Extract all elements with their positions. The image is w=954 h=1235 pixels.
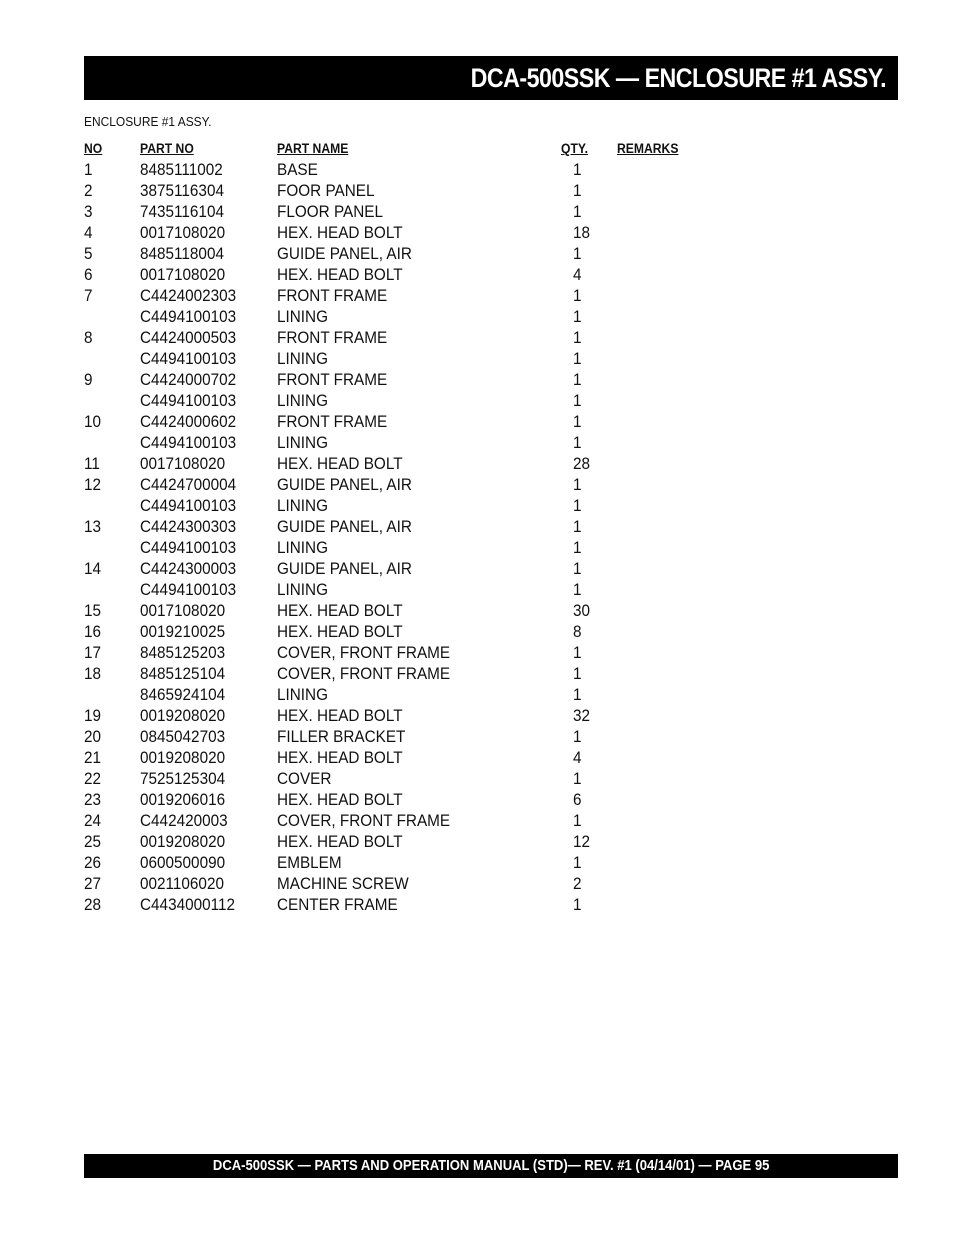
cell-no: 4 — [84, 223, 93, 242]
table-row — [84, 831, 724, 852]
table-body — [84, 159, 724, 915]
header-no: NO — [84, 141, 103, 156]
cell-qty: 1 — [573, 580, 582, 599]
table-row — [84, 537, 724, 558]
cell-part-no: C4494100103 — [140, 433, 237, 452]
cell-qty: 2 — [573, 874, 582, 893]
cell-part-name: GUIDE PANEL, AIR — [277, 517, 412, 536]
cell-part-name: COVER, FRONT FRAME — [277, 664, 451, 683]
cell-part-no: 8485125104 — [140, 664, 226, 683]
table-header-row — [84, 139, 724, 159]
cell-qty: 1 — [573, 433, 582, 452]
cell-part-name: HEX. HEAD BOLT — [277, 622, 403, 641]
cell-part-name: GUIDE PANEL, AIR — [277, 475, 412, 494]
cell-no: 21 — [84, 748, 102, 767]
cell-part-name: HEX. HEAD BOLT — [277, 265, 403, 284]
table-row — [84, 768, 724, 789]
cell-part-no: C4424000602 — [140, 412, 237, 431]
cell-part-name: HEX. HEAD BOLT — [277, 706, 403, 725]
cell-qty: 1 — [573, 895, 582, 914]
cell-part-no: 0017108020 — [140, 265, 226, 284]
cell-qty: 1 — [573, 853, 582, 872]
cell-qty: 12 — [573, 832, 591, 851]
cell-no: 25 — [84, 832, 102, 851]
table-row — [84, 180, 724, 201]
cell-part-no: 0019208020 — [140, 832, 226, 851]
table-row — [84, 432, 724, 453]
section-subtitle: ENCLOSURE #1 ASSY. — [84, 114, 212, 129]
cell-no: 6 — [84, 265, 93, 284]
header-qty: QTY. — [561, 141, 589, 156]
header-part-no: PART NO — [140, 141, 194, 156]
table-row — [84, 222, 724, 243]
cell-qty: 1 — [573, 727, 582, 746]
cell-part-name: FLOOR PANEL — [277, 202, 384, 221]
header-remarks: REMARKS — [617, 141, 679, 156]
cell-part-no: 0019208020 — [140, 748, 226, 767]
cell-part-no: 0019206016 — [140, 790, 226, 809]
cell-part-name: COVER, FRONT FRAME — [277, 811, 451, 830]
cell-part-name: FOOR PANEL — [277, 181, 375, 200]
cell-no: 11 — [84, 454, 100, 473]
cell-part-no: 0019210025 — [140, 622, 226, 641]
cell-no: 10 — [84, 412, 102, 431]
cell-qty: 4 — [573, 265, 582, 284]
cell-part-no: 0600500090 — [140, 853, 226, 872]
cell-part-name: FRONT FRAME — [277, 286, 388, 305]
cell-part-no: C4494100103 — [140, 349, 237, 368]
cell-no: 15 — [84, 601, 102, 620]
cell-qty: 1 — [573, 391, 582, 410]
cell-part-no: C4424300003 — [140, 559, 237, 578]
cell-no: 13 — [84, 517, 102, 536]
cell-part-name: FRONT FRAME — [277, 328, 388, 347]
cell-part-name: GUIDE PANEL, AIR — [277, 244, 412, 263]
cell-part-no: 0845042703 — [140, 727, 226, 746]
cell-part-name: COVER — [277, 769, 332, 788]
cell-part-name: CENTER FRAME — [277, 895, 398, 914]
table-row — [84, 873, 724, 894]
cell-qty: 8 — [573, 622, 582, 641]
cell-qty: 6 — [573, 790, 582, 809]
table-row — [84, 789, 724, 810]
table-row — [84, 663, 724, 684]
footer-text: DCA-500SSK — PARTS AND OPERATION MANUAL (STD)— REV. #1 (04/14/01) — PAGE 95 — [212, 1158, 770, 1174]
footer-bar — [84, 1154, 898, 1178]
cell-qty: 1 — [573, 559, 582, 578]
table-row — [84, 369, 724, 390]
cell-part-name: HEX. HEAD BOLT — [277, 748, 403, 767]
cell-part-name: LINING — [277, 433, 329, 452]
cell-part-no: C4424700004 — [140, 475, 237, 494]
table-row — [84, 243, 724, 264]
cell-part-no: 0017108020 — [140, 601, 226, 620]
cell-no: 16 — [84, 622, 102, 641]
cell-part-no: 8465924104 — [140, 685, 226, 704]
cell-part-name: HEX. HEAD BOLT — [277, 223, 403, 242]
header-part-name: PART NAME — [277, 141, 349, 156]
table-row — [84, 579, 724, 600]
table-row — [84, 390, 724, 411]
cell-part-name: FILLER BRACKET — [277, 727, 406, 746]
table-row — [84, 516, 724, 537]
cell-qty: 1 — [573, 496, 582, 515]
cell-qty: 1 — [573, 475, 582, 494]
cell-part-name: BASE — [277, 160, 318, 179]
cell-qty: 1 — [573, 307, 582, 326]
cell-part-name: LINING — [277, 496, 329, 515]
cell-part-name: HEX. HEAD BOLT — [277, 790, 403, 809]
table-row — [84, 894, 724, 915]
cell-qty: 1 — [573, 538, 582, 557]
cell-part-name: HEX. HEAD BOLT — [277, 601, 403, 620]
cell-part-no: 8485125203 — [140, 643, 226, 662]
cell-part-name: FRONT FRAME — [277, 370, 388, 389]
table-row — [84, 726, 724, 747]
table-row — [84, 411, 724, 432]
cell-no: 27 — [84, 874, 102, 893]
cell-part-no: 0017108020 — [140, 223, 226, 242]
cell-qty: 1 — [573, 160, 582, 179]
cell-part-no: C4494100103 — [140, 538, 237, 557]
table-row — [84, 558, 724, 579]
table-row — [84, 747, 724, 768]
table-row — [84, 810, 724, 831]
table-row — [84, 705, 724, 726]
cell-part-no: 7435116104 — [140, 202, 224, 221]
table-row — [84, 621, 724, 642]
cell-no: 26 — [84, 853, 102, 872]
cell-qty: 1 — [573, 286, 582, 305]
cell-part-no: 3875116304 — [140, 181, 224, 200]
table-row — [84, 642, 724, 663]
cell-qty: 1 — [573, 769, 582, 788]
cell-part-no: C4424000702 — [140, 370, 237, 389]
cell-no: 22 — [84, 769, 102, 788]
table-row — [84, 474, 724, 495]
cell-qty: 1 — [573, 517, 582, 536]
cell-no: 9 — [84, 370, 93, 389]
page-title: DCA-500SSK — ENCLOSURE #1 ASSY. — [470, 62, 886, 93]
cell-qty: 1 — [573, 370, 582, 389]
cell-qty: 1 — [573, 412, 582, 431]
cell-qty: 4 — [573, 748, 582, 767]
cell-no: 24 — [84, 811, 102, 830]
table-row — [84, 306, 724, 327]
cell-no: 20 — [84, 727, 102, 746]
cell-no: 5 — [84, 244, 93, 263]
table-row — [84, 201, 724, 222]
cell-qty: 1 — [573, 328, 582, 347]
cell-qty: 32 — [573, 706, 591, 725]
page-title-bar — [84, 56, 898, 100]
cell-part-no: C4424000503 — [140, 328, 237, 347]
cell-qty: 30 — [573, 601, 591, 620]
cell-no: 8 — [84, 328, 93, 347]
cell-part-no: C4494100103 — [140, 307, 237, 326]
table-row — [84, 348, 724, 369]
cell-no: 19 — [84, 706, 102, 725]
cell-part-name: LINING — [277, 685, 329, 704]
cell-part-no: 0019208020 — [140, 706, 226, 725]
parts-table — [84, 139, 724, 915]
table-row — [84, 159, 724, 180]
cell-qty: 1 — [573, 181, 582, 200]
table-row — [84, 684, 724, 705]
cell-no: 7 — [84, 286, 93, 305]
cell-qty: 28 — [573, 454, 591, 473]
table-row — [84, 852, 724, 873]
cell-part-no: C4424002303 — [140, 286, 237, 305]
cell-qty: 1 — [573, 349, 582, 368]
cell-qty: 1 — [573, 685, 582, 704]
cell-part-no: 8485118004 — [140, 244, 224, 263]
cell-qty: 1 — [573, 664, 582, 683]
table-row — [84, 453, 724, 474]
cell-no: 14 — [84, 559, 102, 578]
cell-part-no: C4434000112 — [140, 895, 236, 914]
cell-qty: 1 — [573, 811, 582, 830]
cell-no: 23 — [84, 790, 102, 809]
cell-part-no: C442420003 — [140, 811, 228, 830]
cell-part-name: LINING — [277, 391, 329, 410]
cell-no: 17 — [84, 643, 102, 662]
cell-part-name: LINING — [277, 349, 329, 368]
cell-no: 12 — [84, 475, 102, 494]
cell-part-name: LINING — [277, 580, 329, 599]
cell-part-no: 7525125304 — [140, 769, 226, 788]
table-row — [84, 285, 724, 306]
cell-part-name: FRONT FRAME — [277, 412, 388, 431]
cell-part-name: COVER, FRONT FRAME — [277, 643, 451, 662]
table-row — [84, 327, 724, 348]
cell-part-name: GUIDE PANEL, AIR — [277, 559, 412, 578]
cell-part-no: C4494100103 — [140, 496, 237, 515]
cell-part-name: LINING — [277, 307, 329, 326]
cell-qty: 1 — [573, 202, 582, 221]
cell-no: 3 — [84, 202, 93, 221]
cell-qty: 1 — [573, 643, 582, 662]
cell-part-no: 8485111002 — [140, 160, 223, 179]
cell-part-name: HEX. HEAD BOLT — [277, 832, 403, 851]
cell-no: 18 — [84, 664, 102, 683]
table-row — [84, 600, 724, 621]
cell-part-no: C4494100103 — [140, 580, 237, 599]
cell-part-no: 0017108020 — [140, 454, 226, 473]
cell-part-name: HEX. HEAD BOLT — [277, 454, 403, 473]
cell-part-no: C4494100103 — [140, 391, 237, 410]
cell-part-name: EMBLEM — [277, 853, 342, 872]
cell-no: 2 — [84, 181, 93, 200]
cell-qty: 18 — [573, 223, 591, 242]
table-row — [84, 495, 724, 516]
cell-part-no: 0021106020 — [140, 874, 224, 893]
cell-no: 1 — [84, 160, 93, 179]
cell-no: 28 — [84, 895, 102, 914]
cell-part-name: MACHINE SCREW — [277, 874, 409, 893]
cell-part-no: C4424300303 — [140, 517, 237, 536]
cell-qty: 1 — [573, 244, 582, 263]
table-row — [84, 264, 724, 285]
cell-part-name: LINING — [277, 538, 329, 557]
